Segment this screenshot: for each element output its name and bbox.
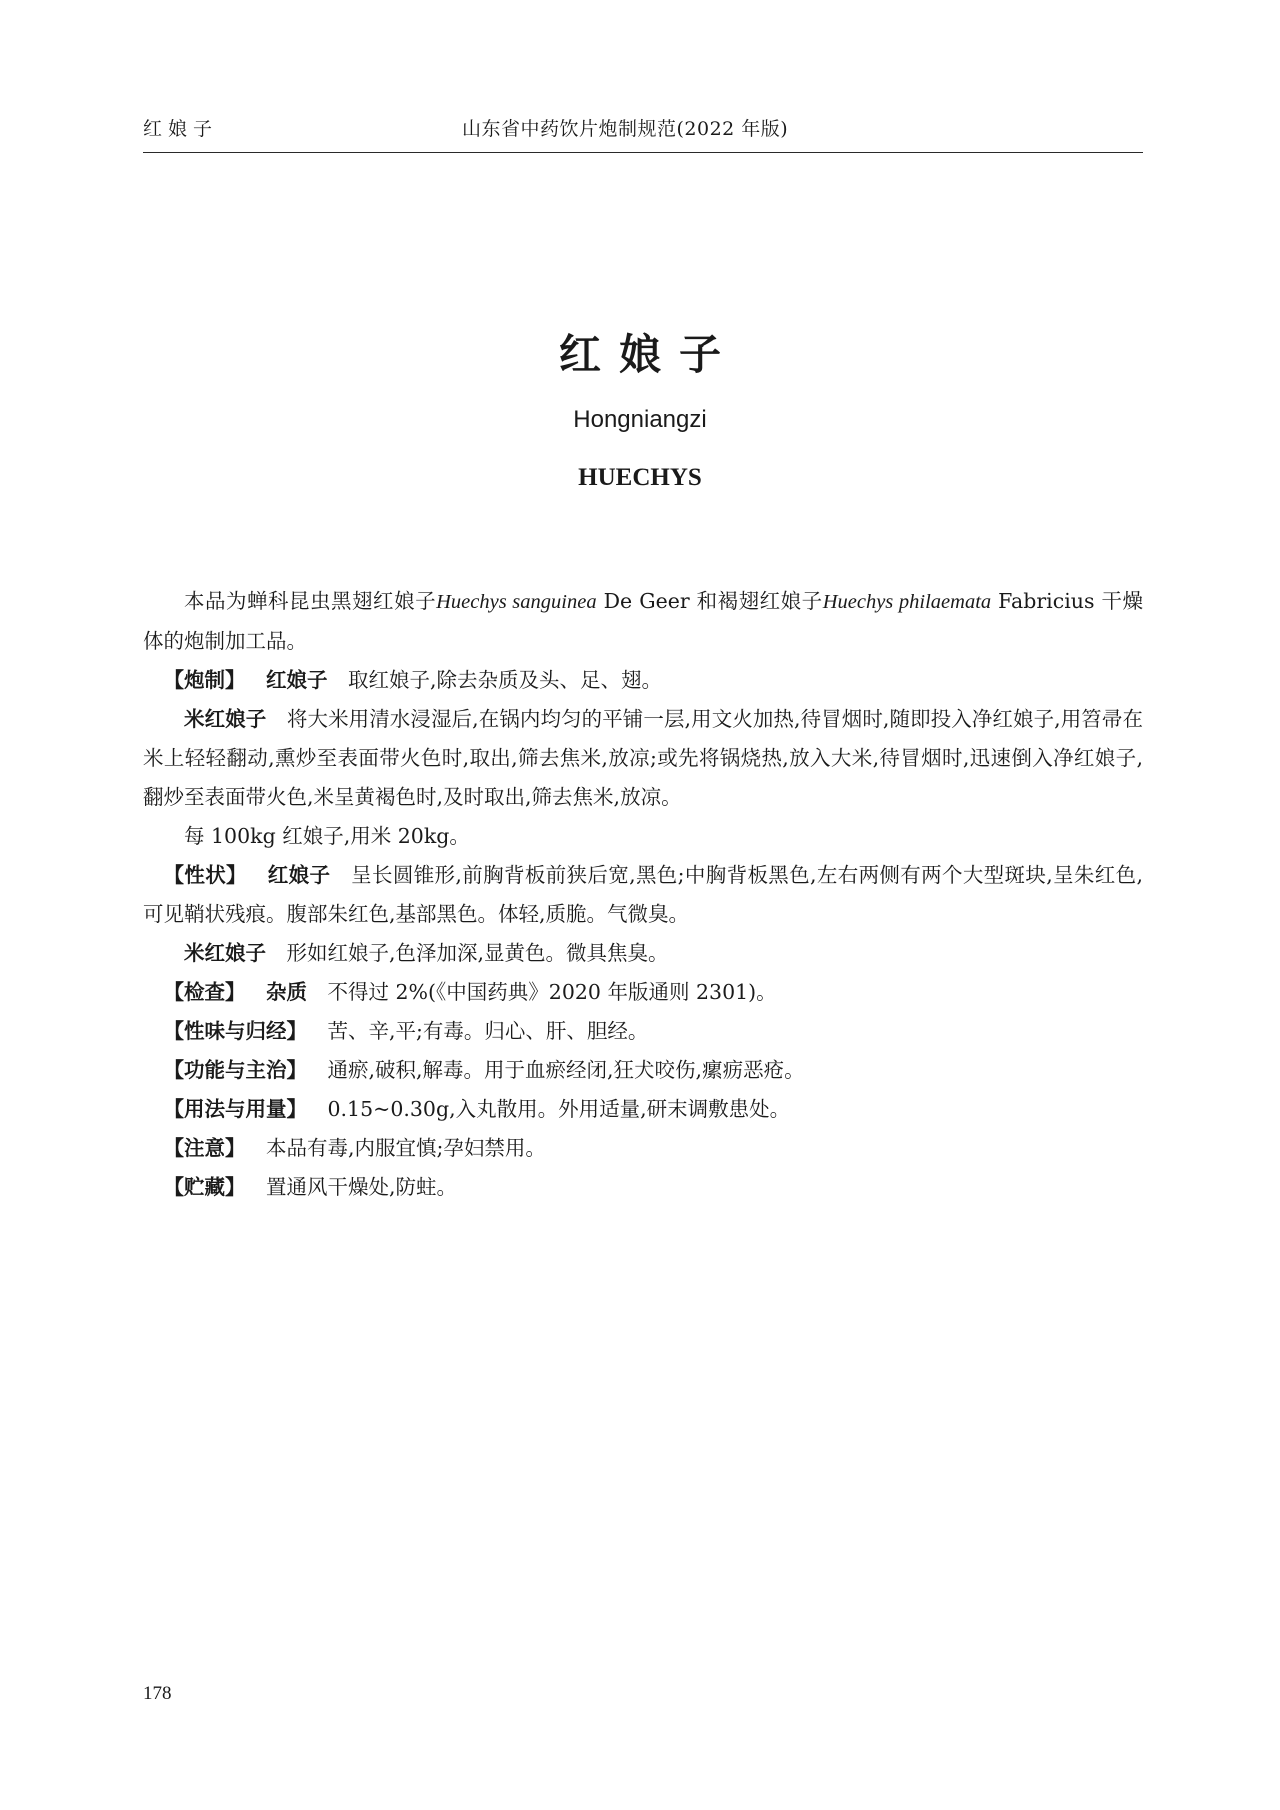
characters-section bbox=[143, 856, 1143, 934]
header-rule bbox=[143, 152, 1143, 153]
item-name: 米红娘子 bbox=[184, 941, 266, 965]
storage-section bbox=[143, 1168, 1143, 1207]
running-head-book-title: 山东省中药饮片炮制规范(2022 年版) bbox=[462, 118, 789, 140]
section-label: 【注意】 bbox=[163, 1136, 246, 1160]
section-label: 【性味与归经】 bbox=[163, 1019, 307, 1043]
processing-section bbox=[143, 661, 1143, 700]
pinyin-name: Hongniangzi bbox=[573, 406, 707, 433]
intro-text-3: Fabricius 干燥体的炮制加工品。 bbox=[143, 589, 1144, 653]
section-text: 本品有毒,内服宜慎;孕妇禁用。 bbox=[266, 1136, 546, 1160]
section-label: 【贮藏】 bbox=[163, 1175, 246, 1199]
dosage-section bbox=[143, 1090, 1143, 1129]
section-text: 通瘀,破积,解毒。用于血瘀经闭,狂犬咬伤,瘰疬恶疮。 bbox=[327, 1058, 805, 1082]
functions-section bbox=[143, 1051, 1143, 1090]
intro-text-1: 本品为蝉科昆虫黑翅红娘子 bbox=[184, 589, 437, 613]
section-label: 【检查】 bbox=[163, 980, 246, 1004]
item-text: 将大米用清水浸湿后,在锅内均匀的平铺一层,用文火加热,待冒烟时,随即投入净红娘子,用笤帚在米上轻轻翻动,熏炒至表面带火色时,取出,筛去焦米,放凉;或先将锅烧热,放入大米,待冒烟时,迅速倒入净红娘子,翻炒至表面带火色,米呈黄褐色时,及时取出,筛去焦米,放凉。 bbox=[143, 707, 1143, 809]
intro-text-2: De Geer 和褐翅红娘子 bbox=[596, 589, 823, 613]
running-head-entry: 红娘子 bbox=[143, 118, 219, 140]
item-text: 形如红娘子,色泽加深,显黄色。微具焦臭。 bbox=[286, 941, 669, 965]
inspection-section bbox=[143, 973, 1143, 1012]
section-label: 【炮制】 bbox=[163, 668, 246, 692]
species-name-1: Huechys sanguinea bbox=[436, 591, 597, 613]
characters-item-2 bbox=[143, 934, 1143, 973]
item-text: 呈长圆锥形,前胸背板前狭后宽,黑色;中胸背板黑色,左右两侧有两个大型斑块,呈朱红色,可见鞘状残痕。腹部朱红色,基部黑色。体轻,质脆。气微臭。 bbox=[143, 863, 1143, 926]
caution-section bbox=[143, 1129, 1143, 1168]
item-text: 取红娘子,除去杂质及头、足、翅。 bbox=[348, 668, 663, 692]
section-text: 置通风干燥处,防蛀。 bbox=[266, 1175, 458, 1199]
processing-ratio: 每 100kg 红娘子,用米 20kg。 bbox=[184, 824, 470, 848]
section-label: 【用法与用量】 bbox=[163, 1097, 307, 1121]
item-name: 红娘子 bbox=[267, 863, 331, 887]
item-text: 不得过 2%(《中国药典》2020 年版通则 2301)。 bbox=[327, 980, 777, 1004]
section-text: 苦、辛,平;有毒。归心、肝、胆经。 bbox=[327, 1019, 649, 1043]
species-name-2: Huechys philaemata bbox=[822, 591, 992, 613]
section-label: 【功能与主治】 bbox=[163, 1058, 307, 1082]
page-number: 178 bbox=[143, 1683, 172, 1704]
intro-paragraph bbox=[143, 582, 1143, 661]
item-name: 米红娘子 bbox=[184, 707, 267, 731]
processing-item-2 bbox=[143, 700, 1143, 817]
running-head bbox=[143, 114, 1143, 144]
latin-name: HUECHYS bbox=[578, 464, 702, 491]
section-text: 0.15~0.30g,入丸散用。外用适量,研末调敷患处。 bbox=[327, 1097, 791, 1121]
item-name: 红娘子 bbox=[266, 668, 328, 692]
page-title: 红娘子 bbox=[558, 330, 739, 379]
section-label: 【性状】 bbox=[163, 863, 247, 887]
nature-section bbox=[143, 1012, 1143, 1051]
monograph-body bbox=[143, 582, 1143, 1207]
item-name: 杂质 bbox=[266, 980, 307, 1004]
